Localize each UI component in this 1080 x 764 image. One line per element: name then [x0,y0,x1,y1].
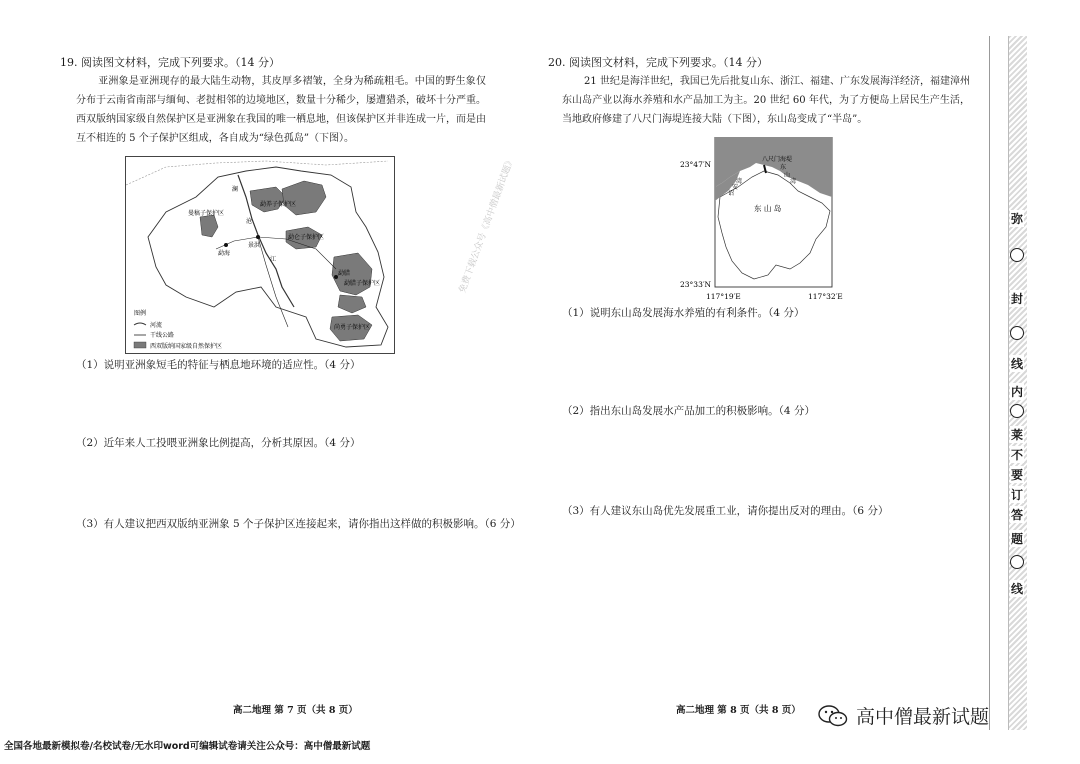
question-19-sub3: （3）有人建议把西双版纳亚洲象 5 个子保护区连接起来，请你指出这样做的积极影响。（6 分） [76,518,521,530]
binding-circle [1010,555,1024,569]
label-mengla-town: 勐腊 [338,270,351,277]
wechat-icon [818,704,848,728]
label-cang: 沧 [246,218,253,225]
town-menghai [224,243,228,247]
question-19-sub2: （2）近年来人工投喂亚洲象比例提高，分析其原因。（4 分） [76,437,361,449]
label-lan: 澜 [232,186,239,193]
brand-name: 高中僧最新试题 [856,706,990,728]
dongshan-island-map [680,137,850,307]
bay-label-5: 山 [784,172,791,179]
legend-river: 河流 [150,322,163,329]
brand-logo [818,702,989,729]
question-19-sub1: （1）说明亚洲象短毛的特征与栖息地环境的适应性。（4 分） [76,359,361,371]
label-mengyang: 勐养子保护区 [260,201,297,208]
label-jinghong: 景洪 [248,242,261,249]
bay-label-6: 湾 [790,178,797,185]
bay-label-4: 东 [780,164,787,171]
page-7-footer: 高二地理 第 7 页（共 8 页） [233,705,358,716]
label-shangyong: 尚勇子保护区 [334,324,371,331]
label-menghai: 勐海 [218,250,231,257]
lon-left: 117°19′E [706,292,741,301]
dongshan-map-svg [680,137,850,307]
label-jiang: 江 [270,256,277,263]
lat-bottom: 23°33′N [680,280,712,289]
bay-label-3: 湾 [736,178,743,185]
town-jinghong [256,235,260,239]
binding-char-11: 线 [1010,582,1023,596]
binding-char-2: 封 [1010,292,1023,306]
binding-char-6: 不 [1010,448,1023,462]
question-20-sub2: （2）指出东山岛发展水产品加工的积极影响。（4 分） [562,405,815,417]
binding-char-1: 弥 [1010,212,1023,226]
watermark: 免费下载公众号《高中僧最新试题》 [457,155,517,295]
bottom-note: 全国各地最新模拟卷/名校试卷/无水印word可编辑试卷请关注公众号：高中僧最新试题 [4,741,371,752]
lat-top: 23°47′N [680,160,712,169]
question-20-sub3: （3）有人建议东山岛优先发展重工业，请你提出反对的理由。（6 分） [562,505,889,517]
binding-circle [1010,326,1024,340]
binding-char-5: 莱 [1010,428,1023,442]
label-mangao: 曼稿子保护区 [188,210,225,217]
bay-label-2: 安 [732,184,739,191]
binding-circle [1010,404,1024,418]
binding-char-8: 订 [1010,488,1023,502]
binding-char-4: 内 [1010,385,1023,399]
binding-margin-line [989,36,990,730]
label-menglun: 勐仑子保护区 [288,234,325,241]
dike-label: 八尺门海堤 [762,156,793,163]
binding-circle [1010,248,1024,262]
bay-label-1: 诏 [728,190,735,197]
reserve-map-svg [126,157,394,353]
lon-right: 117°32′E [808,292,843,301]
xishuangbanna-reserve-map [125,156,395,354]
island-label: 东 山 岛 [754,204,782,213]
binding-char-3: 线 [1010,357,1023,371]
binding-char-9: 答 [1010,508,1023,522]
legend-reserve: 西双版纳国家级自然保护区 [150,343,223,350]
label-mengla: 勐腊子保护区 [344,280,381,287]
binding-char-7: 要 [1010,468,1023,482]
legend-river-symbol [134,323,146,325]
legend-road: 干线公路 [150,332,175,339]
question-19-title: 19. 阅读图文材料，完成下列要求。（14 分） [60,56,280,69]
page-8-footer: 高二地理 第 8 页（共 8 页） [676,705,801,716]
question-20-title: 20. 阅读图文材料，完成下列要求。（14 分） [548,56,768,69]
legend-reserve-symbol [134,342,146,348]
binding-char-10: 题 [1010,532,1023,546]
question-20-sub1: （1）说明东山岛发展海水养殖的有利条件。（4 分） [562,307,805,319]
question-19-material: 亚洲象是亚洲现存的最大陆生动物，其皮厚多褶皱，全身为稀疏粗毛。中国的野生象仅分布于云南省南部与缅甸、老挝相邻的边境地区，数量十分稀少，屡遭猎杀，破坏十分严重。西双版纳国家级自然保护区是亚洲象在我国的唯一栖息地，但该保护区并非连成一片，而是由互不相连的 5 个子保护区组成，各自成为“绿色孤岛”（下图）。 [76,76,486,144]
legend-title: 图例 [134,310,147,317]
question-20-material: 21 世纪是海洋世纪，我国已先后批复山东、浙江、福建、广东发展海洋经济，福建漳州东山岛产业以海水养殖和水产品加工为主。20 世纪 60 年代，为了方便岛上居民生产生活，当地政府修建了八尺门海堤连接大陆（下图），东山岛变成了“半岛”。 [562,76,970,125]
